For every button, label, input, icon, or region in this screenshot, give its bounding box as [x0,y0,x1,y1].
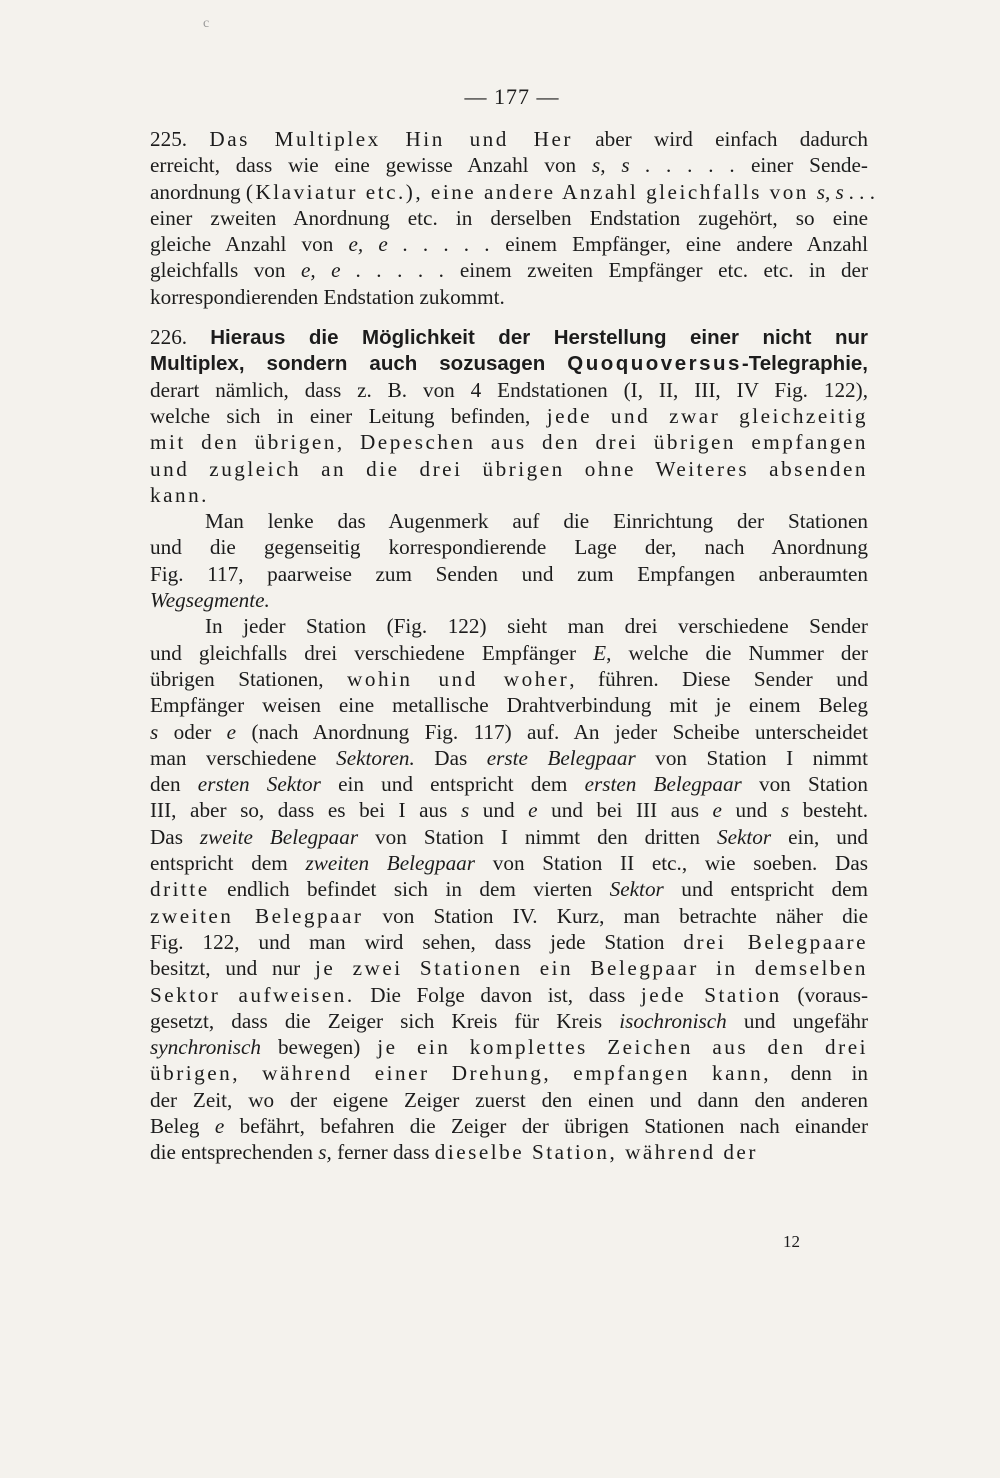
text-line: Sektor aufweisen. Die Folge davon ist, dass jede Station (voraus- [150,982,869,1007]
bold-run: Quoquoversus [567,352,742,376]
italic-run: isochronisch [619,1008,727,1033]
text-line: gleichfalls von e, e . . . . . einem zweiten Empfänger etc. etc. in der [150,258,868,283]
bold-run: -Telegraphie, [741,352,868,376]
text-line: In jeder Station (Fig. 122) sieht man drei verschiedene Sender [205,614,868,639]
text-line: der Zeit, wo der eigene Zeiger zuerst den einen und dann den anderen [150,1087,868,1112]
spaced-run: mit den übrigen, Depeschen aus den drei übrigen empfangen [150,430,868,455]
text-line: den ersten Sektor ein und entspricht dem ersten Belegpaar von Station [150,772,868,797]
page-mark: c [203,16,210,31]
spaced-run: je zwei Stationen ein Belegpaar in demselben [315,956,868,981]
spaced-run: und zugleich an die drei übrigen ohne Weiteres absenden [150,456,868,481]
spaced-run: jede Station [640,982,782,1007]
italic-run: Wegsegmente. [150,588,270,613]
bold-run: Hieraus die Möglichkeit der Herstellung einer nicht nur [210,326,868,350]
italic-run: E [593,640,607,665]
text-line: korrespondierenden Endstation zukommt. [150,284,505,309]
italic-run: ersten Sektor [197,772,321,797]
text-line: entspricht dem zweiten Belegpaar von Station II etc., wie soeben. Das [150,851,869,876]
text-line: gleiche Anzahl von e, e . . . . . einem Empfänger, eine andere Anzahl [150,232,868,257]
text-line: s oder e (nach Anordnung Fig. 117) auf. An jeder Scheibe unterscheidet [150,719,868,744]
text-line: die entsprechenden s, ferner dass dieselbe Station, während der [150,1140,758,1165]
text-line: übrigen Stationen, wohin und woher, führen. Diese Sender und [150,666,868,691]
spaced-run: kann. [150,482,209,507]
italic-run: s, s . . . [816,179,876,204]
text-line: Das zweite Belegpaar von Station I nimmt den dritten Sektor ein, und [150,824,869,849]
paragraph-gap [150,310,868,324]
page-number: — 177 — [464,84,560,109]
text-line: dritte endlich befindet sich in dem vierten Sektor und entspricht dem [150,877,868,902]
text-line [150,587,868,613]
spaced-run: drei Belegpaare [683,929,868,954]
text-line: Beleg e befährt, befahren die Zeiger der übrigen Stationen nach einander [150,1113,868,1138]
text-line: welche sich in einer Leitung befinden, jede und zwar gleichzeitig [150,403,868,428]
italic-run: Sektoren. [336,745,415,770]
text-line: anordnung (Klaviatur etc.), eine andere Anzahl gleichfalls von s, s . . . [150,179,876,204]
text-line [150,482,868,508]
text-line: Empfänger weisen eine metallische Drahtverbindung mit je einem Beleg [150,693,868,718]
italic-run: e [528,798,538,823]
text-line [150,350,868,376]
bold-run: Multiplex, sondern auch sozusagen [150,352,568,376]
spaced-run: dieselbe Station, während der [434,1140,758,1165]
text-line: synchronisch bewegen) je ein komplettes Zeichen aus den drei [150,1035,868,1060]
italic-run: e, e . . . . . [300,258,445,283]
spaced-run: Das Multiplex Hin und Her [209,127,573,151]
text-line: erreicht, dass wie eine gewisse Anzahl von s, s . . . . . einer Sende- [150,153,868,178]
text-line: 226. Hieraus die Möglichkeit der Herstellung einer nicht nur [150,325,868,350]
text-line: einer zweiten Anordnung etc. in derselben Endstation zugehört, so eine [150,205,868,230]
text-line [150,456,868,482]
spaced-run: dritte [150,877,210,902]
text-line: und gleichfalls drei verschiedene Empfänger E, welche die Nummer der [150,640,868,665]
spaced-run: wohin und woher [347,666,570,691]
italic-run: s, s . . . . . [591,153,736,178]
text-line: Fig. 117, paarweise zum Senden und zum Empfangen anberaumten [150,561,868,586]
italic-run: s [460,798,470,823]
text-line [150,429,868,455]
spaced-run: übrigen, während einer Drehung, empfangen kann, [150,1061,772,1086]
italic-run: e, e . . . . . [348,232,491,257]
italic-run: ersten Belegpaar [584,772,742,797]
text-line: zweiten Belegpaar von Station IV. Kurz, man betrachte näher die [150,903,868,928]
italic-run: synchronisch [150,1035,262,1060]
italic-run: zweite Belegpaar [199,824,359,849]
italic-run: zweiten Belegpaar [305,851,476,876]
text-line: übrigen, während einer Drehung, empfangen kann, denn in [150,1061,868,1086]
spaced-run: Sektor aufweisen. [150,982,355,1007]
text-line: besitzt, und nur je zwei Stationen ein Belegpaar in demselben [150,956,868,981]
text-line: derart nämlich, dass z. B. von 4 Endstationen (I, II, III, IV Fig. 122), [150,377,868,402]
text-line: gesetzt, dass die Zeiger sich Kreis für Kreis isochronisch und ungefähr [150,1008,868,1033]
spaced-run: jede und zwar gleichzeitig [546,403,868,428]
italic-run: s [780,798,790,823]
body-text [150,126,876,1166]
spaced-run: (Klaviatur etc.), eine andere Anzahl gleichfalls von [245,179,817,204]
italic-run: s, [318,1140,332,1165]
text-line: Fig. 122, und man wird sehen, dass jede Station drei Belegpaare [150,929,868,954]
text-line: 225. Das Multiplex Hin und Her aber wird einfach dadurch [150,127,869,151]
italic-run: e [712,798,722,823]
text-line: Man lenke das Augenmerk auf die Einrichtung der Stationen [205,509,868,534]
italic-run: Sektor [716,824,772,849]
italic-run: e [226,719,237,744]
text-line: man verschiedene Sektoren. Das erste Belegpaar von Station I nimmt [150,745,869,770]
italic-run: e [214,1113,225,1138]
italic-run: s [150,719,159,744]
spaced-run: je ein komplettes Zeichen aus den drei [377,1035,868,1060]
text-line: III, aber so, dass es bei I aus s und e und bei III aus e und s besteht. [150,798,869,823]
italic-run: erste Belegpaar [486,745,636,770]
italic-run: Sektor [609,877,664,902]
text-line: und die gegenseitig korrespondierende Lage der, nach Anordnung [150,535,868,560]
signature-mark: 12 [783,1232,800,1251]
spaced-run: zweiten Belegpaar [150,903,364,928]
